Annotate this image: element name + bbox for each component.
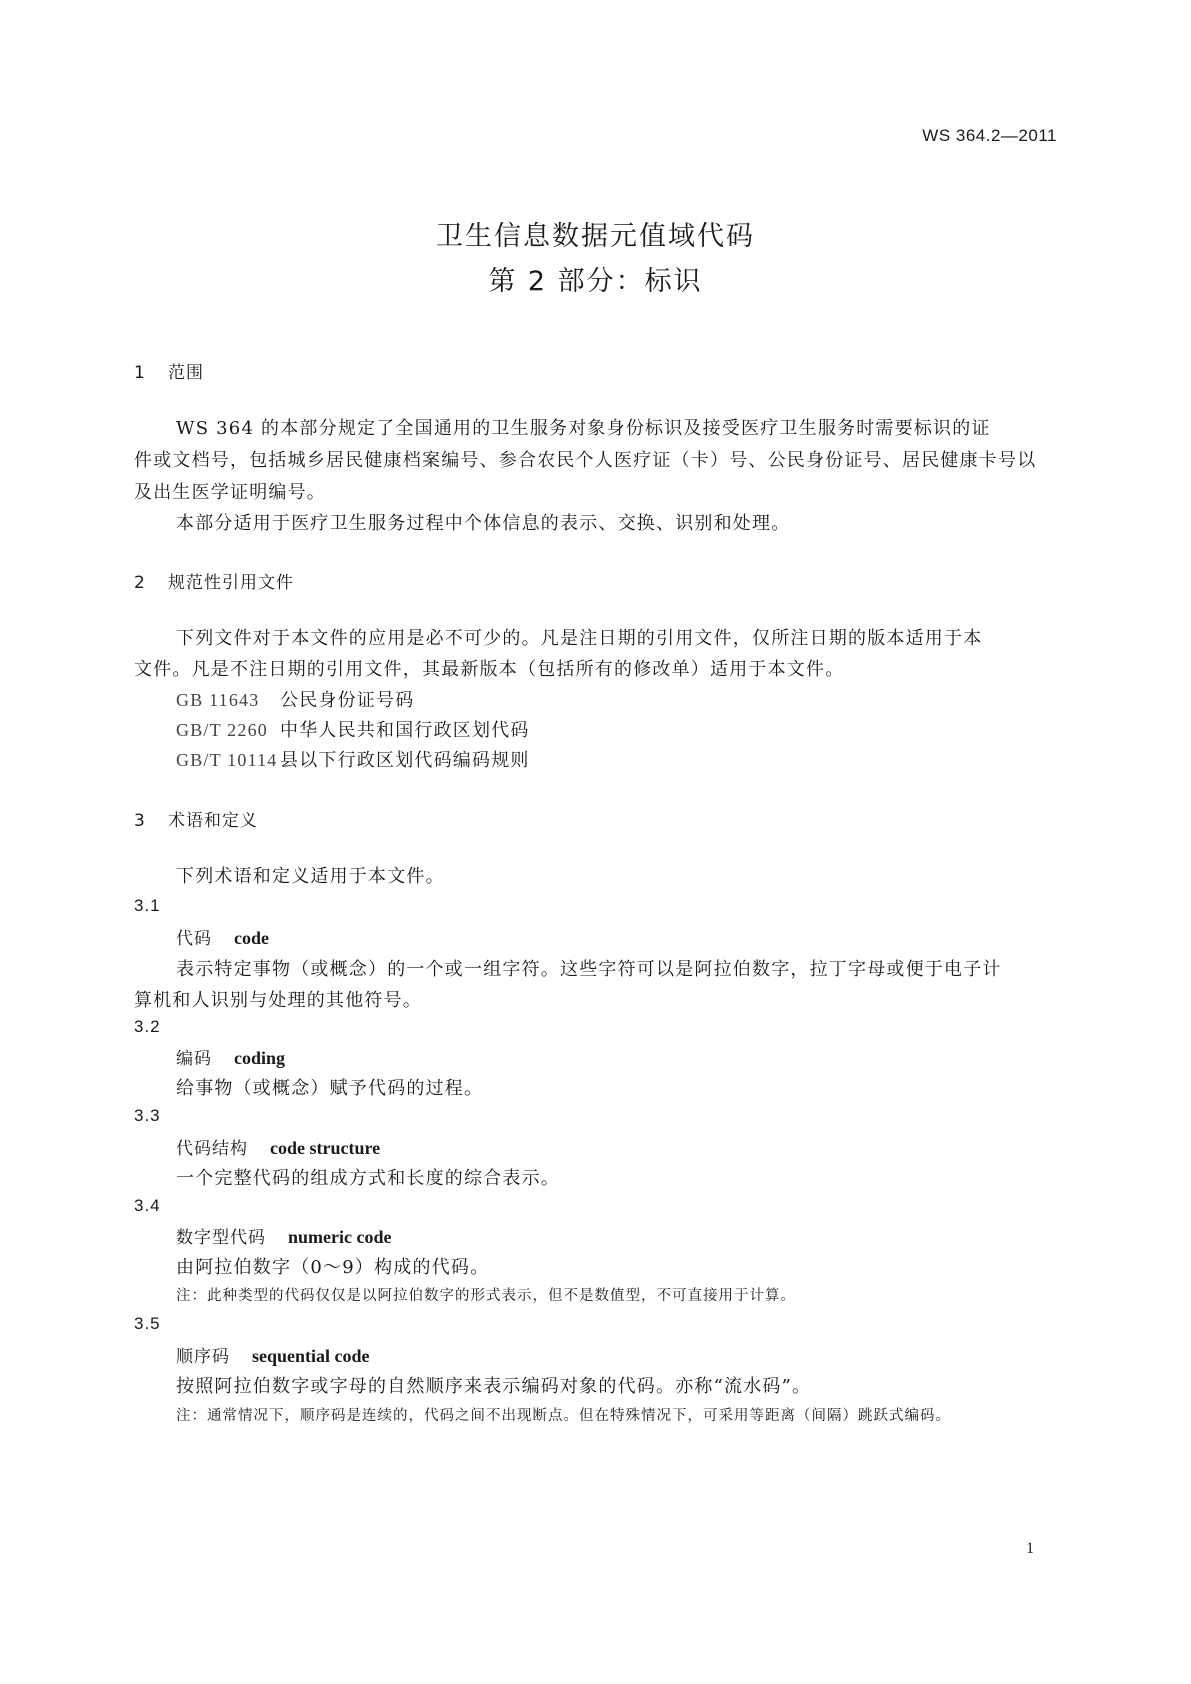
section-1-heading xyxy=(134,358,204,383)
reference-item xyxy=(176,686,414,712)
document-title: 卫生信息数据元值域代码 xyxy=(436,221,755,252)
term-en: coding xyxy=(234,1048,286,1068)
document-subtitle: 第 2 部分：标识 xyxy=(488,266,703,297)
note-label: 注： xyxy=(176,1408,207,1424)
note-label: 注： xyxy=(176,1288,207,1304)
paragraph-line: 本部分适用于医疗卫生服务过程中个体信息的表示、交换、识别和处理。 xyxy=(176,513,791,534)
term-zh: 数字型代码 xyxy=(176,1228,266,1248)
reference-code: GB 11643 xyxy=(176,690,260,710)
term-en: sequential code xyxy=(252,1346,370,1366)
term-note xyxy=(176,1284,796,1305)
standard-number: WS 364.2—2011 xyxy=(922,126,1057,145)
term-definition: 由阿拉伯数字（0～9）构成的代码。 xyxy=(176,1257,490,1278)
term-heading xyxy=(176,1342,370,1367)
reference-title: 县以下行政区划代码编码规则 xyxy=(280,750,530,771)
paragraph-line: 件或文档号，包括城乡居民健康档案编号、参合农民个人医疗证（卡）号、公民身份证号、居民健康卡号以 xyxy=(134,450,1037,471)
paragraph-line: 及出生医学证明编号。 xyxy=(134,482,326,503)
term-zh: 编码 xyxy=(176,1049,212,1069)
term-en: numeric code xyxy=(288,1227,392,1247)
paragraph-line: 文件。凡是不注日期的引用文件，其最新版本（包括所有的修改单）适用于本文件。 xyxy=(134,659,845,680)
term-definition: 给事物（或概念）赋予代码的过程。 xyxy=(176,1078,484,1099)
section-2-heading xyxy=(134,568,294,593)
reference-code: GB/T 10114 xyxy=(176,750,278,770)
reference-code: GB/T 2260 xyxy=(176,720,268,740)
term-note xyxy=(176,1404,951,1425)
section-number: 1 xyxy=(134,363,146,383)
section-number: 2 xyxy=(134,573,146,593)
term-heading xyxy=(176,1134,380,1159)
term-heading xyxy=(176,1044,285,1069)
term-heading xyxy=(176,924,269,949)
section-3-heading xyxy=(134,806,258,831)
term-definition: 算机和人识别与处理的其他符号。 xyxy=(134,990,422,1011)
reference-title: 中华人民共和国行政区划代码 xyxy=(280,720,530,741)
page-number: 1 xyxy=(1026,1540,1034,1557)
note-text: 此种类型的代码仅仅是以阿拉伯数字的形式表示，但不是数值型，不可直接用于计算。 xyxy=(207,1288,796,1304)
reference-item xyxy=(176,746,530,772)
paragraph-line: 下列术语和定义适用于本文件。 xyxy=(176,866,445,887)
term-zh: 代码结构 xyxy=(176,1139,248,1159)
reference-item xyxy=(176,716,530,742)
term-zh: 代码 xyxy=(176,929,212,949)
section-title: 范围 xyxy=(168,363,204,383)
note-text: 通常情况下，顺序码是连续的，代码之间不出现断点。但在特殊情况下，可采用等距离（间隔）跳跃式编码。 xyxy=(207,1408,951,1424)
term-heading xyxy=(176,1223,391,1248)
term-en: code xyxy=(234,928,269,948)
term-number: 3.2 xyxy=(134,1017,161,1036)
term-number: 3.3 xyxy=(134,1106,161,1125)
paragraph-line: WS 364 的本部分规定了全国通用的卫生服务对象身份标识及接受医疗卫生服务时需要标识的证 xyxy=(176,418,991,439)
term-number: 3.5 xyxy=(134,1314,161,1333)
paragraph-line: 下列文件对于本文件的应用是必不可少的。凡是注日期的引用文件，仅所注日期的版本适用于本 xyxy=(176,628,983,649)
reference-title: 公民身份证号码 xyxy=(280,690,415,711)
section-number: 3 xyxy=(134,811,146,831)
term-number: 3.1 xyxy=(134,896,161,915)
term-definition: 按照阿拉伯数字或字母的自然顺序来表示编码对象的代码。亦称“流水码”。 xyxy=(176,1376,812,1397)
term-number: 3.4 xyxy=(134,1196,161,1215)
term-zh: 顺序码 xyxy=(176,1347,230,1367)
term-en: code structure xyxy=(270,1138,381,1158)
section-title: 术语和定义 xyxy=(168,811,258,831)
section-title: 规范性引用文件 xyxy=(168,573,294,593)
term-definition: 一个完整代码的组成方式和长度的综合表示。 xyxy=(176,1168,560,1189)
term-definition: 表示特定事物（或概念）的一个或一组字符。这些字符可以是阿拉伯数字，拉丁字母或便于电子计 xyxy=(176,959,1002,980)
